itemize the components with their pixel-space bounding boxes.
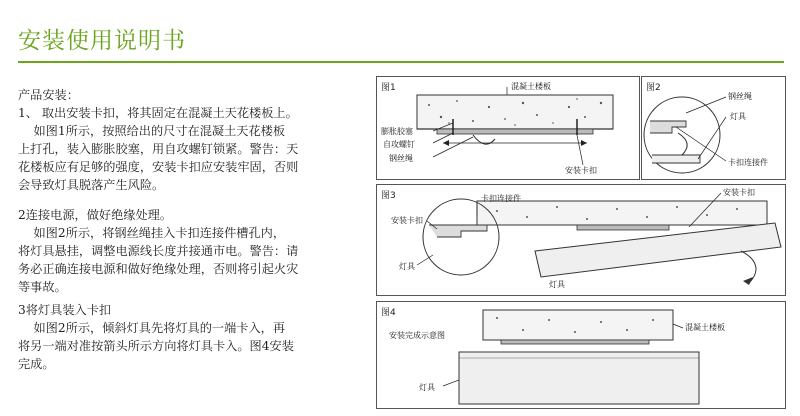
- fig1-steel-wire-label: 钢丝绳: [389, 154, 413, 163]
- lamp-body: [459, 352, 699, 404]
- figure-2: [641, 76, 786, 180]
- title-divider: [18, 61, 784, 63]
- figure-1-number: 图1: [381, 83, 396, 93]
- fig4-caption: 安装完成示意图: [389, 331, 445, 340]
- fig1-mounting-clip-label: 安装卡扣: [565, 166, 597, 175]
- figure-4-number: 图4: [381, 308, 396, 318]
- mounting-clip-bar: [437, 129, 593, 134]
- step-3-text: 3将灯具装入卡扣 如图2所示，倾斜灯具先将灯具的一端卡入，再 将另一端对准按箭头所示方向将灯具卡入。图4安装 完成。: [18, 303, 294, 371]
- figure-4: [376, 301, 786, 409]
- concrete-slab: [483, 310, 673, 340]
- tilted-lamp-body: [535, 223, 781, 277]
- figure-3-drawing: [377, 185, 785, 295]
- fig2-clip-connector-label: 卡扣连接件: [728, 158, 768, 167]
- figure-1-drawing: [377, 77, 639, 179]
- fig3-mounting-clip-label-left: 安装卡扣: [391, 216, 423, 225]
- concrete-slab: [477, 201, 767, 225]
- fig1-screw-label: 自攻螺钉: [383, 140, 415, 149]
- step-2-text: 2连接电源，做好绝缘处理。 如图2所示，将钢丝绳挂入卡扣连接件槽孔内， 将灯具悬挂，调整电源线长度并接通市电。警告：请 务必正确连接电源和做好绝缘处理，否则将引起火灾 等事故。: [18, 208, 299, 294]
- figure-2-drawing: [642, 77, 785, 179]
- figure-3-number: 图3: [381, 191, 396, 201]
- fig4-concrete-slab-label: 混凝土楼板: [685, 323, 725, 332]
- fig1-expansion-plug-label: 膨胀胶塞: [381, 127, 413, 136]
- fig3-clip-connector-label: 卡扣连接件: [481, 194, 521, 203]
- fig2-steel-wire-label: 钢丝绳: [728, 92, 752, 101]
- fig3-lamp-body-label: 灯具: [549, 280, 565, 289]
- fig3-lamp-label-left: 灯具: [399, 262, 415, 271]
- install-heading: 产品安装：: [18, 88, 79, 102]
- step-1-text: 1、 取出安装卡扣，将其固定在混凝土天花楼板上。 如图1所示，按照给出的尺寸在混凝土天花楼板 上打孔，装入膨胀胶塞，用自攻螺钉锁紧。警告：天 花楼板应有足够的强度，安装卡扣应安装牢固，否则 会导致灯具脱落产生风险。: [18, 106, 299, 192]
- figure-3: [376, 184, 786, 296]
- fig3-mounting-clip-label-right: 安装卡扣: [723, 188, 755, 197]
- figure-2-number: 图2: [646, 83, 661, 93]
- fig1-concrete-slab-label: 混凝土楼板: [511, 82, 551, 91]
- fig2-lamp-label: 灯具: [730, 112, 746, 121]
- figure-1: [376, 76, 640, 180]
- page-title: 安装使用说明书: [18, 28, 186, 54]
- figure-4-drawing: [377, 302, 785, 408]
- fig4-lamp-label: 灯具: [419, 383, 435, 392]
